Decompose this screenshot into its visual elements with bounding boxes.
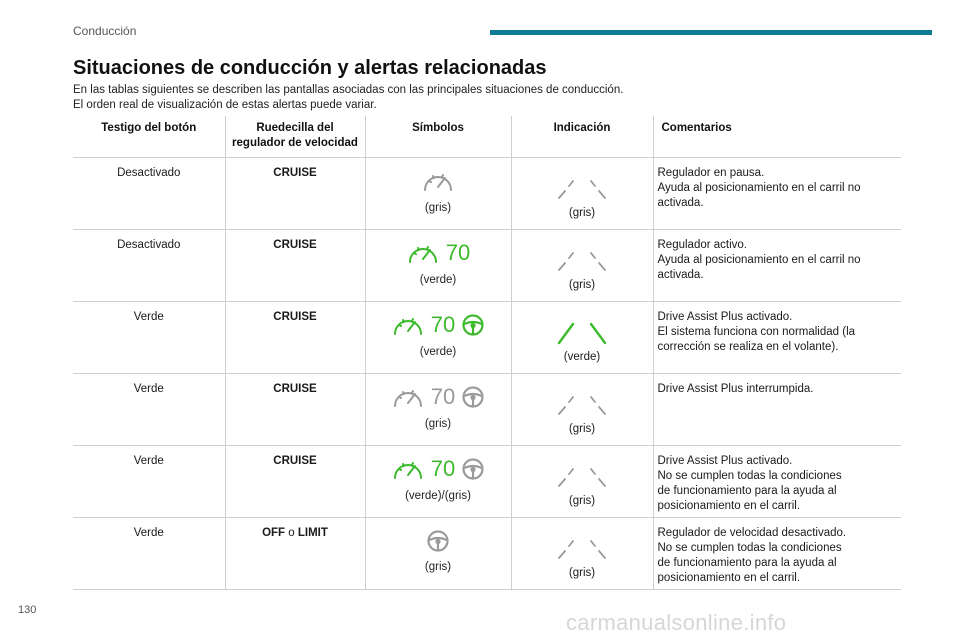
comment-line: El sistema funciona con normalidad (la xyxy=(657,326,856,338)
comment-line: Ayuda al posicionamiento en el carril no xyxy=(657,254,861,266)
speed-value: 70 xyxy=(430,312,456,337)
cell-ruedecilla xyxy=(225,518,365,590)
steering-wheel-icon xyxy=(461,313,485,337)
ruedecilla-value: CRUISE xyxy=(273,311,317,323)
cell-testigo: Desactivado xyxy=(73,158,225,230)
steering-wheel-icon xyxy=(426,529,450,553)
indicacion-label: (gris) xyxy=(568,207,596,219)
speed-value: 70 xyxy=(430,456,456,481)
symbol-label: (verde) xyxy=(419,274,457,286)
ruedecilla-value: CRUISE xyxy=(273,239,317,251)
header-testigo: Testigo del botón xyxy=(73,116,225,158)
comment-line: Drive Assist Plus activado. xyxy=(657,311,793,323)
header-ruedecilla xyxy=(225,116,365,158)
table-row xyxy=(73,374,901,446)
steering-wheel-icon xyxy=(461,385,485,409)
comment-line: corrección se realiza en el volante). xyxy=(657,341,839,353)
comment-line: activada. xyxy=(657,269,704,281)
cell-ruedecilla xyxy=(225,158,365,230)
lane-lines-icon xyxy=(547,170,617,204)
table-header-row xyxy=(73,116,901,158)
intro-text xyxy=(73,83,623,113)
cell-simbolos xyxy=(365,518,511,590)
header-accent-bar xyxy=(490,30,932,35)
ruedecilla-separator: o xyxy=(285,527,298,539)
indicacion-label: (gris) xyxy=(568,567,596,579)
cell-comentarios xyxy=(653,374,901,446)
ruedecilla-value: CRUISE xyxy=(273,455,317,467)
indicacion-label: (gris) xyxy=(568,279,596,291)
cell-comentarios xyxy=(653,230,901,302)
comment-line: Regulador activo. xyxy=(657,239,747,251)
cell-indicacion xyxy=(511,158,653,230)
symbol-group xyxy=(406,238,470,268)
lane-lines-icon xyxy=(547,530,617,564)
cell-simbolos xyxy=(365,302,511,374)
cell-comentarios xyxy=(653,518,901,590)
comment-line: Regulador de velocidad desactivado. xyxy=(657,527,847,539)
table-row xyxy=(73,158,901,230)
comment-line: No se cumplen todas la condiciones xyxy=(657,542,842,554)
comment-line: posicionamiento en el carril. xyxy=(657,572,801,584)
table-row xyxy=(73,230,901,302)
cell-ruedecilla xyxy=(225,374,365,446)
header-indicacion: Indicación xyxy=(511,116,653,158)
cell-indicacion xyxy=(511,446,653,518)
cell-comentarios xyxy=(653,302,901,374)
alerts-table xyxy=(73,116,901,590)
cell-testigo: Verde xyxy=(73,518,225,590)
ruedecilla-value: CRUISE xyxy=(273,383,317,395)
cell-testigo: Desactivado xyxy=(73,230,225,302)
cell-simbolos xyxy=(365,446,511,518)
cell-comentarios xyxy=(653,158,901,230)
cell-indicacion xyxy=(511,302,653,374)
speedometer-icon xyxy=(391,384,425,410)
comment-line: posicionamiento en el carril. xyxy=(657,500,801,512)
speed-value: 70 xyxy=(430,384,456,409)
intro-line-2: El orden real de visualización de estas alertas puede variar. xyxy=(73,99,377,111)
lane-lines-icon xyxy=(547,314,617,348)
cell-indicacion xyxy=(511,230,653,302)
symbol-label: (gris) xyxy=(424,418,452,430)
header-comentarios: Comentarios xyxy=(653,116,901,158)
cell-simbolos xyxy=(365,158,511,230)
ruedecilla-value-b: LIMIT xyxy=(297,527,328,539)
speedometer-icon xyxy=(406,240,440,266)
cell-simbolos xyxy=(365,374,511,446)
table-row xyxy=(73,446,901,518)
cell-indicacion xyxy=(511,518,653,590)
cell-comentarios xyxy=(653,446,901,518)
symbol-label: (gris) xyxy=(424,561,452,573)
symbol-label: (verde)/(gris) xyxy=(405,490,471,502)
indicacion-label: (gris) xyxy=(568,495,596,507)
intro-line-1: En las tablas siguientes se describen las pantallas asociadas con las principales situaciones de conducción. xyxy=(73,84,624,96)
cell-testigo: Verde xyxy=(73,302,225,374)
steering-wheel-icon xyxy=(461,457,485,481)
ruedecilla-value: OFF xyxy=(262,527,286,539)
header-ruedecilla-line2: regulador de velocidad xyxy=(232,137,358,149)
cell-indicacion xyxy=(511,374,653,446)
symbol-group xyxy=(391,454,485,484)
comment-line: No se cumplen todas la condiciones xyxy=(657,470,842,482)
comment-line: Drive Assist Plus activado. xyxy=(657,455,793,467)
cell-testigo: Verde xyxy=(73,446,225,518)
symbol-group xyxy=(391,310,485,340)
table-row xyxy=(73,518,901,590)
header-simbolos: Símbolos xyxy=(365,116,511,158)
page-title: Situaciones de conducción y alertas relacionadas xyxy=(73,57,547,79)
indicacion-label: (gris) xyxy=(568,423,596,435)
symbol-group xyxy=(426,526,450,556)
cell-testigo: Verde xyxy=(73,374,225,446)
speedometer-icon xyxy=(421,168,455,194)
lane-lines-icon xyxy=(547,242,617,276)
symbol-group xyxy=(421,166,455,196)
table-row xyxy=(73,302,901,374)
cell-ruedecilla xyxy=(225,302,365,374)
section-label: Conducción xyxy=(73,24,137,38)
comment-line: Ayuda al posicionamiento en el carril no xyxy=(657,182,861,194)
speedometer-icon xyxy=(391,312,425,338)
comment-line: de funcionamiento para la ayuda al xyxy=(657,557,837,569)
comment-line: Regulador en pausa. xyxy=(657,167,765,179)
cell-ruedecilla xyxy=(225,446,365,518)
comment-line: de funcionamiento para la ayuda al xyxy=(657,485,837,497)
symbol-label: (verde) xyxy=(419,346,457,358)
header-ruedecilla-line1: Ruedecilla del xyxy=(256,122,334,134)
symbol-label: (gris) xyxy=(424,202,452,214)
watermark: carmanualsonline.info xyxy=(566,610,787,635)
page-number: 130 xyxy=(18,604,37,616)
lane-lines-icon xyxy=(547,386,617,420)
ruedecilla-value: CRUISE xyxy=(273,167,317,179)
comment-line: activada. xyxy=(657,197,704,209)
speed-value: 70 xyxy=(445,240,471,265)
cell-ruedecilla xyxy=(225,230,365,302)
speedometer-icon xyxy=(391,456,425,482)
lane-lines-icon xyxy=(547,458,617,492)
comment-line: Drive Assist Plus interrumpida. xyxy=(657,383,814,395)
indicacion-label: (verde) xyxy=(563,351,601,363)
symbol-group xyxy=(391,382,485,412)
cell-simbolos xyxy=(365,230,511,302)
